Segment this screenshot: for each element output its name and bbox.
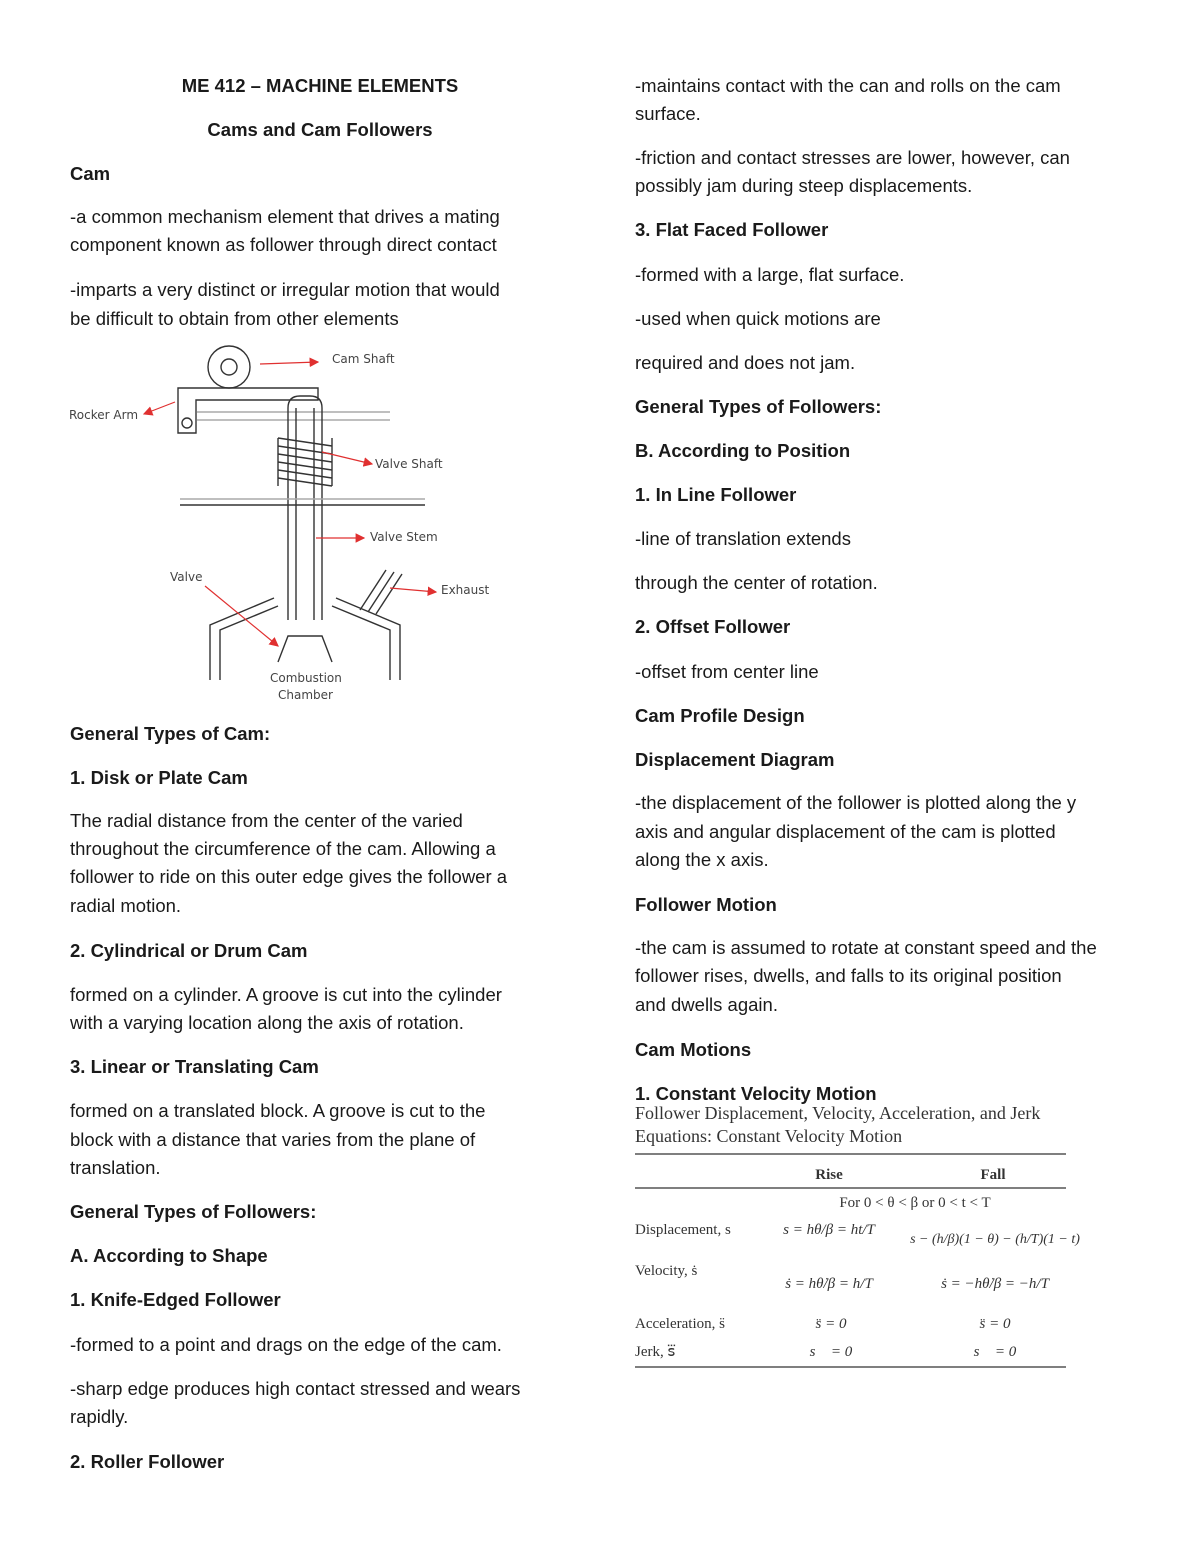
rise-displacement: s = hθ/β = ht/T (783, 1222, 875, 1238)
knife-edged-line: -formed to a point and drags on the edge of the cam. (70, 1334, 502, 1355)
combustion-label-line1: Combustion (270, 671, 342, 685)
cam-shaft-inner (221, 359, 237, 375)
follower-motion-line: and dwells again. (635, 994, 778, 1015)
cam-shaft-label: Cam Shaft (332, 352, 395, 366)
linear-cam-heading: 3. Linear or Translating Cam (70, 1056, 319, 1077)
range-label: For 0 < θ < β or 0 < t < T (839, 1195, 991, 1211)
in-line-line: -line of translation extends (635, 528, 851, 549)
cam-paragraph-line: -a common mechanism element that drives a mating (70, 206, 500, 227)
exhaust-label: Exhaust (441, 583, 490, 597)
disk-cam-line: follower to ride on this outer edge gives the follower a (70, 866, 508, 887)
according-to-position-heading: B. According to Position (635, 440, 851, 461)
displacement-diagram-heading: Displacement Diagram (635, 749, 835, 770)
cam-paragraph-line: -imparts a very distinct or irregular motion that would (70, 279, 500, 300)
valve-mechanism-svg (60, 340, 490, 710)
document-subtitle: Cams and Cam Followers (207, 119, 433, 140)
displacement-line: -the displacement of the follower is plotted along the y (635, 792, 1077, 813)
fall-jerk: s⃛ = 0 (973, 1344, 1017, 1360)
row-label-displacement: Displacement, s (635, 1222, 731, 1238)
valve-label: Valve (170, 570, 203, 584)
follower-motion-heading: Follower Motion (635, 894, 777, 915)
roller-line: -maintains contact with the can and rolls on the cam (635, 75, 1061, 96)
knife-edged-heading: 1. Knife-Edged Follower (70, 1289, 281, 1310)
row-label-velocity: Velocity, ṡ (635, 1263, 698, 1279)
fall-displacement: s − (h/β)(1 − θ) − (h/T)(1 − t) (910, 1232, 1080, 1247)
rocker-arm-label: Rocker Arm (69, 408, 139, 422)
roller-follower-heading: 2. Roller Follower (70, 1451, 225, 1472)
valve-shaft-label: Valve Shaft (375, 457, 443, 471)
rise-acceleration: s̈ = 0 (815, 1316, 847, 1332)
constant-velocity-table (635, 1100, 1080, 1380)
offset-heading: 2. Offset Follower (635, 616, 791, 637)
in-line-line: through the center of rotation. (635, 572, 878, 593)
flat-faced-line: -used when quick motions are (635, 308, 881, 329)
flat-faced-line: -formed with a large, flat surface. (635, 264, 905, 285)
follower-motion-line: follower rises, dwells, and falls to its original position (635, 965, 1062, 986)
in-line-heading: 1. In Line Follower (635, 484, 797, 505)
constant-velocity-heading: 1. Constant Velocity Motion (635, 1083, 877, 1104)
linear-cam-line: formed on a translated block. A groove is cut to the (70, 1100, 486, 1121)
cam-motions-heading: Cam Motions (635, 1039, 752, 1060)
knife-edged-line: rapidly. (70, 1406, 129, 1427)
cylindrical-cam-line: with a varying location along the axis of rotation. (70, 1012, 464, 1033)
document-title: ME 412 – MACHINE ELEMENTS (181, 75, 459, 96)
roller-line: surface. (635, 103, 701, 124)
col-fall-header: Fall (980, 1167, 1006, 1183)
disk-cam-line: radial motion. (70, 895, 182, 916)
rise-jerk: s⃛ = 0 (809, 1344, 853, 1360)
cam-shaft-outer (208, 346, 250, 388)
table-caption-line1: Follower Displacement, Velocity, Acceleration, and Jerk (635, 1103, 1041, 1123)
flat-faced-line: required and does not jam. (635, 352, 856, 373)
valve-spring (278, 438, 332, 486)
displacement-line: axis and angular displacement of the cam is plotted (635, 821, 1056, 842)
rise-velocity: ṡ = hθ̇/β = h/T (785, 1276, 873, 1292)
valve-head (278, 636, 332, 662)
valve-stem-label: Valve Stem (370, 530, 438, 544)
displacement-line: along the x axis. (635, 849, 769, 870)
cam-heading: Cam (70, 163, 111, 184)
offset-line: -offset from center line (635, 661, 819, 682)
row-label-jerk: Jerk, s⃛ (635, 1344, 676, 1360)
cam-profile-heading: Cam Profile Design (635, 705, 805, 726)
follower-motion-line: -the cam is assumed to rotate at constant speed and the (635, 937, 1097, 958)
valve-shaft (288, 396, 322, 620)
linear-cam-line: translation. (70, 1157, 161, 1178)
linear-cam-line: block with a distance that varies from the plane of (70, 1129, 476, 1150)
rocker-arm-shape (178, 388, 318, 433)
fall-acceleration: s̈ = 0 (979, 1316, 1011, 1332)
rocker-pivot (182, 418, 192, 428)
cylindrical-cam-line: formed on a cylinder. A groove is cut into the cylinder (70, 984, 502, 1005)
according-to-shape-heading: A. According to Shape (70, 1245, 268, 1266)
cylindrical-cam-heading: 2. Cylindrical or Drum Cam (70, 940, 308, 961)
types-of-followers-heading: General Types of Followers: (70, 1201, 317, 1222)
table-caption-line2: Equations: Constant Velocity Motion (635, 1126, 903, 1146)
valve-mechanism-diagram (60, 340, 490, 710)
fall-velocity: ṡ = −hθ̇/β = −h/T (941, 1276, 1049, 1292)
disk-cam-line: throughout the circumference of the cam. Allowing a (70, 838, 496, 859)
types-of-followers-heading-2: General Types of Followers: (635, 396, 882, 417)
roller-line: -friction and contact stresses are lower, however, can (635, 147, 1070, 168)
knife-edged-line: -sharp edge produces high contact stressed and wears (70, 1378, 521, 1399)
disk-cam-line: The radial distance from the center of the varied (70, 810, 463, 831)
cam-paragraph-line: component known as follower through direct contact (70, 234, 497, 255)
disk-cam-heading: 1. Disk or Plate Cam (70, 767, 248, 788)
flat-faced-heading: 3. Flat Faced Follower (635, 219, 829, 240)
combustion-label-line2: Chamber (278, 688, 333, 702)
cam-paragraph-line: be difficult to obtain from other elements (70, 308, 399, 329)
col-rise-header: Rise (815, 1167, 843, 1183)
table-svg (635, 1100, 1080, 1380)
types-of-cam-heading: General Types of Cam: (70, 723, 271, 744)
roller-line: possibly jam during steep displacements. (635, 175, 973, 196)
row-label-acceleration: Acceleration, s̈ (635, 1316, 725, 1332)
